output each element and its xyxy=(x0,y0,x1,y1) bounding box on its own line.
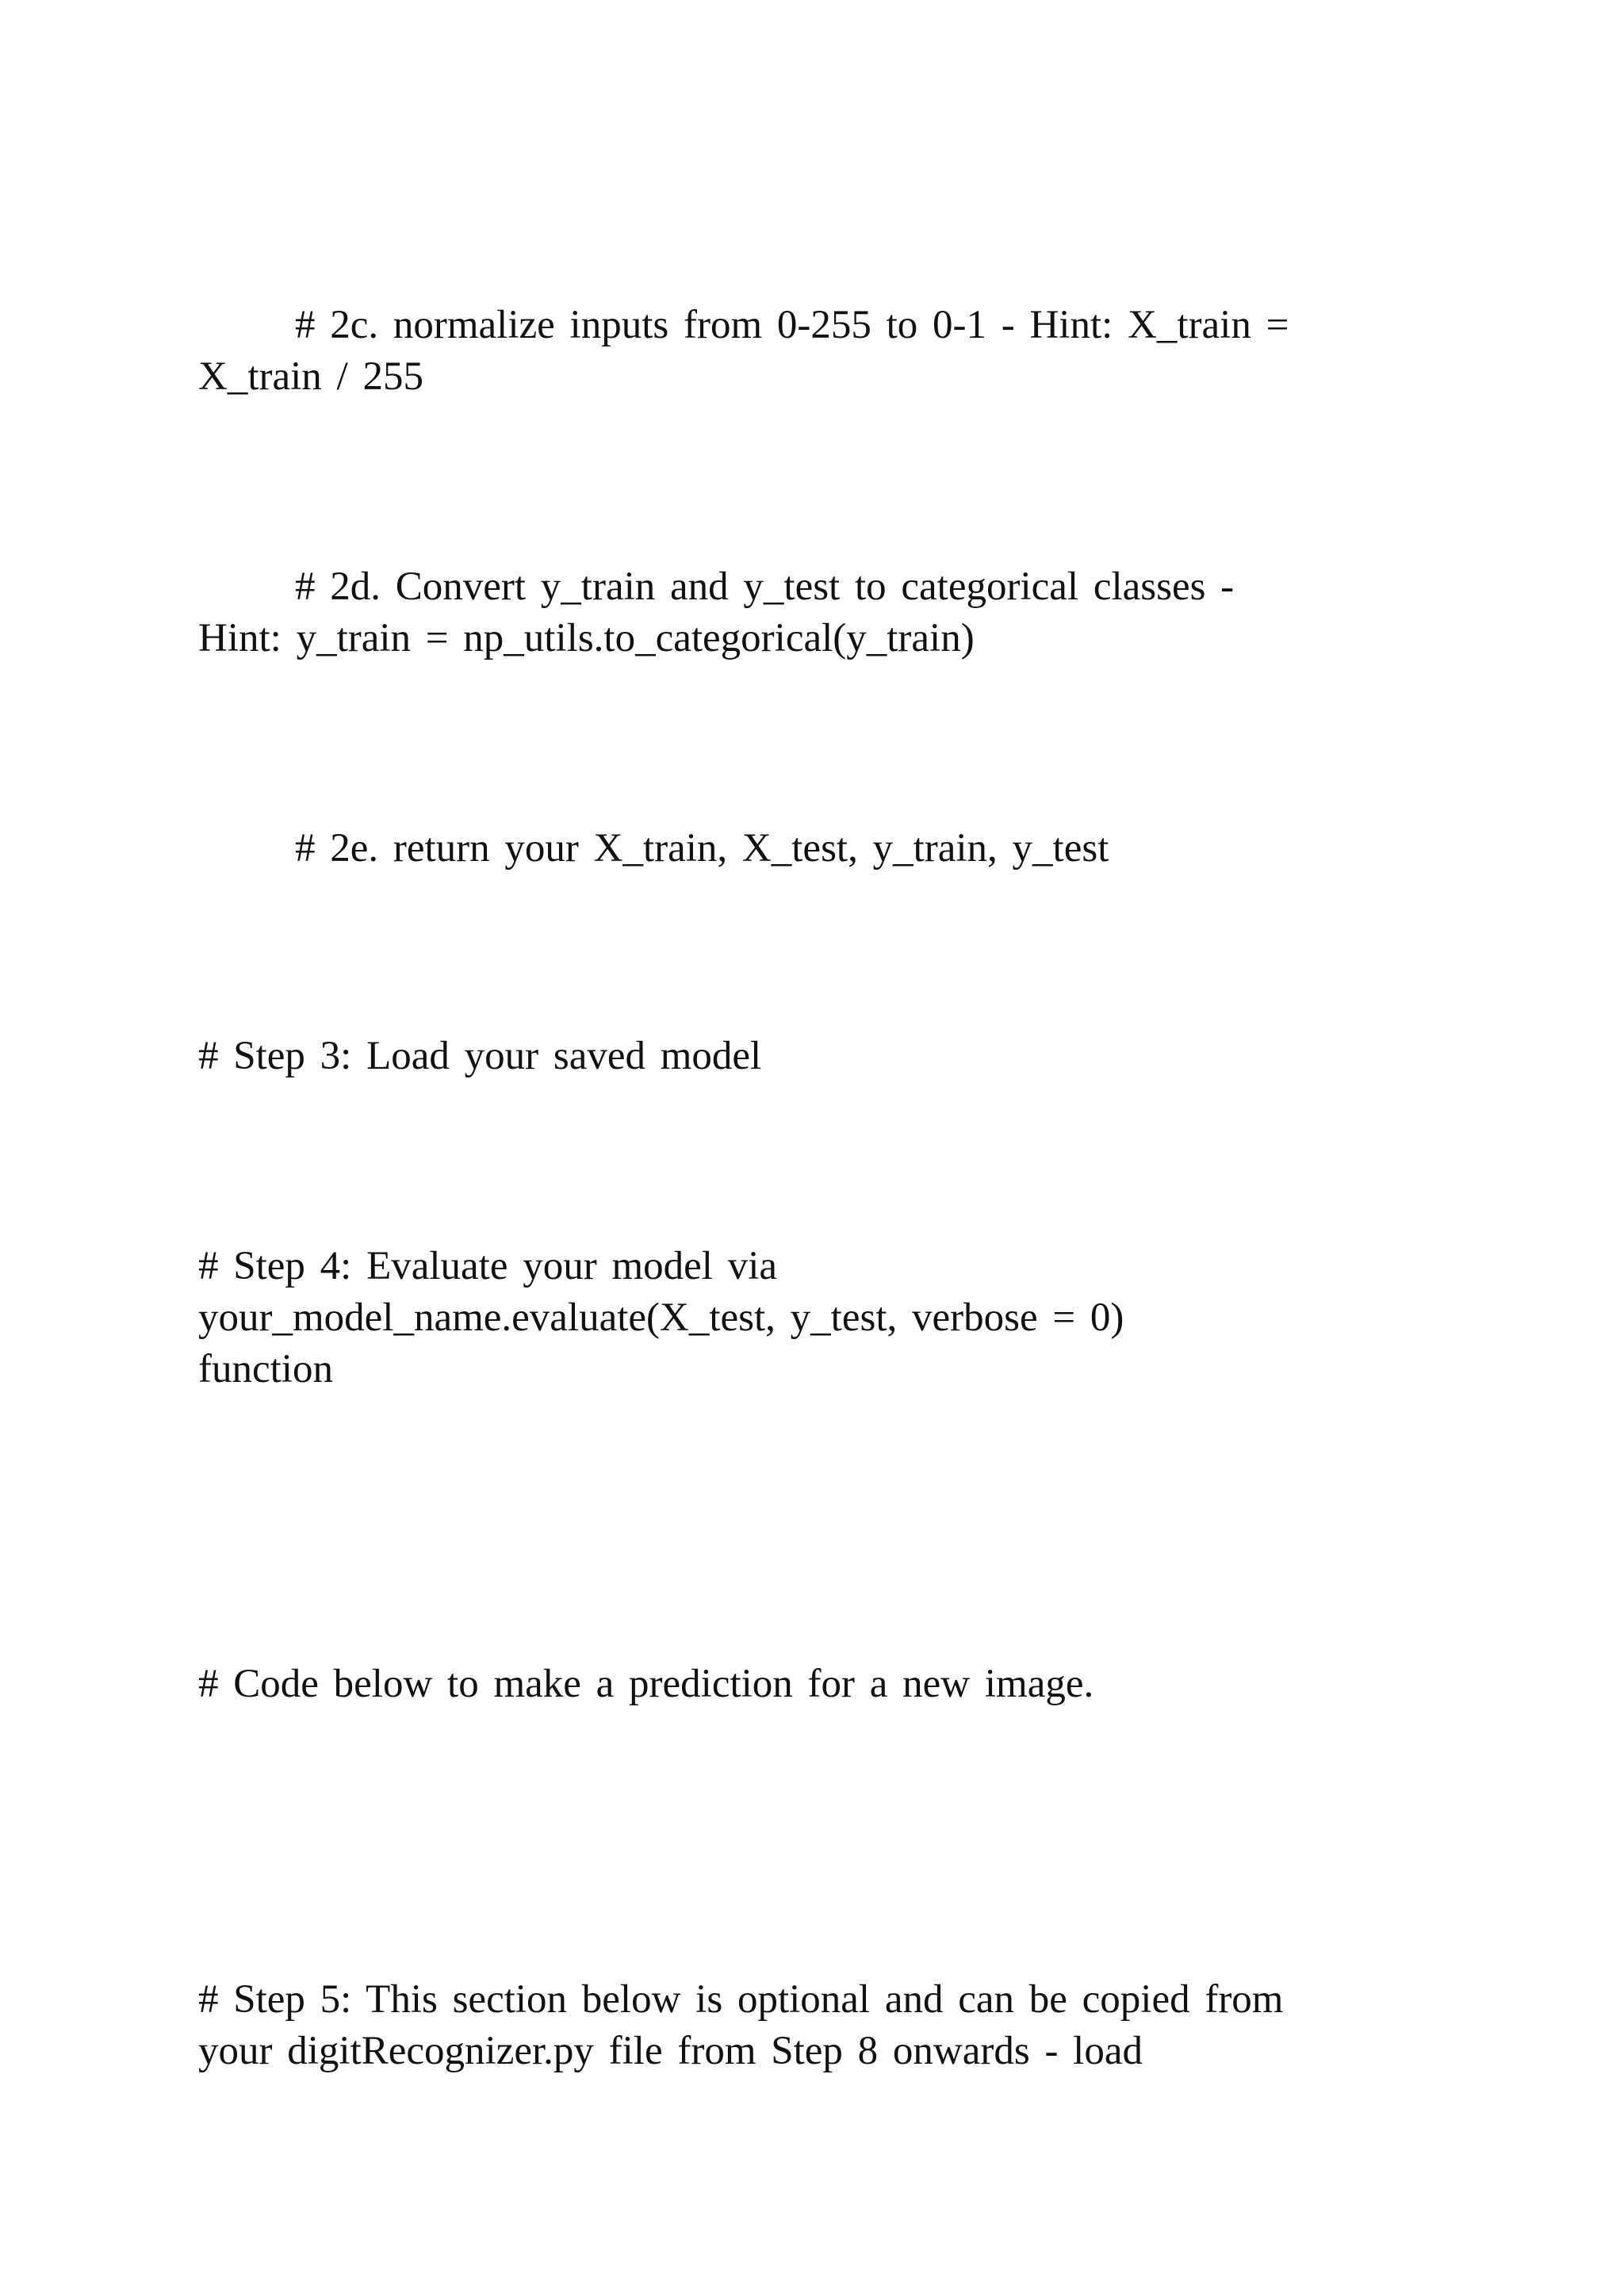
paragraph-prediction-code xyxy=(198,1659,1435,1710)
text-line: your digitRecognizer.py file from Step 8 onwards - load xyxy=(198,2029,1143,2073)
text-line: # Code below to make a prediction for a new image. xyxy=(198,1662,1094,1706)
text-line: X_train / 255 xyxy=(198,354,423,399)
text-line: # 2e. return your X_train, X_test, y_train, y_test xyxy=(295,826,1109,871)
text-line: # Step 4: Evaluate your model via xyxy=(198,1244,778,1288)
paragraph-2d-convert xyxy=(198,561,1435,664)
text-line: your_model_name.evaluate(X_test, y_test, verbose = 0) xyxy=(198,1295,1124,1340)
text-line: # Step 5: This section below is optional and can be copied from xyxy=(198,1977,1284,2022)
text-line: # 2d. Convert y_train and y_test to categorical classes - xyxy=(295,564,1235,609)
paragraph-step-3 xyxy=(198,1031,1435,1082)
text-line: # Step 3: Load your saved model xyxy=(198,1034,762,1078)
paragraph-2e-return xyxy=(198,823,1435,874)
text-line: Hint: y_train = np_utils.to_categorical(y_train) xyxy=(198,616,975,660)
paragraph-step-5 xyxy=(198,1974,1435,2077)
paragraph-2c-normalize xyxy=(198,300,1435,403)
text-line: function xyxy=(198,1347,333,1391)
paragraph-step-4 xyxy=(198,1241,1435,1395)
text-line: # 2c. normalize inputs from 0-255 to 0-1 - Hint: X_train = xyxy=(295,303,1289,347)
